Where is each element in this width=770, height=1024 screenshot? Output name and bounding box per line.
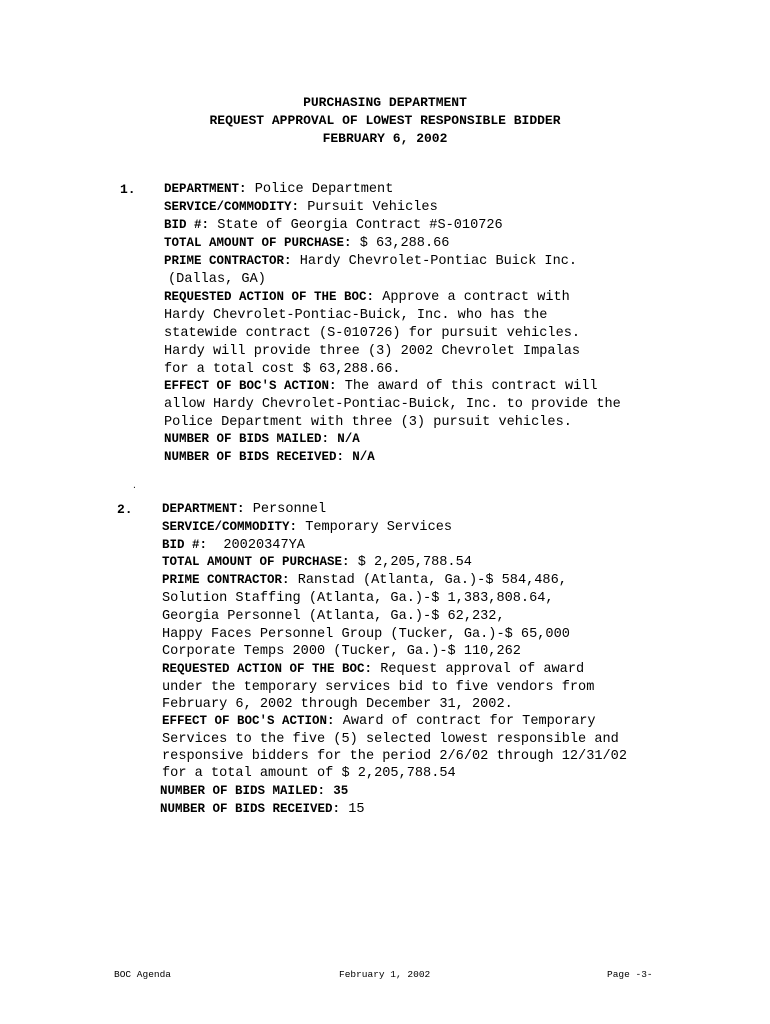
total-label: TOTAL AMOUNT OF PURCHASE: — [162, 555, 350, 569]
received-label: NUMBER OF BIDS RECEIVED: — [164, 450, 345, 464]
item-2-effect — [162, 713, 596, 730]
item-2-effect-line: responsive bidders for the period 2/6/02 through 12/31/02 — [162, 749, 627, 764]
item-2-requested-line: February 6, 2002 through December 31, 2002. — [162, 697, 513, 712]
bid-value: 20020347YA — [223, 538, 305, 553]
requested-value: Request approval of award — [380, 662, 585, 677]
title-date: FEBRUARY 6, 2002 — [322, 131, 448, 146]
item-1-effect-line: allow Hardy Chevrolet-Pontiac-Buick, Inc. to provide the — [164, 397, 621, 412]
requested-label: REQUESTED ACTION OF THE BOC: — [162, 662, 373, 676]
mailed-value: 35 — [333, 784, 349, 798]
mailed-label: NUMBER OF BIDS MAILED: — [160, 784, 326, 798]
title-department: PURCHASING DEPARTMENT — [303, 95, 467, 110]
item-1-requested-line: Hardy Chevrolet-Pontiac-Buick, Inc. who has the — [164, 308, 548, 323]
item-2-total — [162, 554, 472, 571]
item-1-mailed — [164, 431, 360, 448]
footer-page: Page -3- — [607, 969, 653, 980]
item-1-requested-line: for a total cost $ 63,288.66. — [164, 362, 401, 377]
item-2-service — [162, 519, 452, 536]
received-value: N/A — [352, 450, 375, 464]
item-1-number: 1. — [120, 182, 136, 197]
department-value: Police Department — [254, 182, 394, 197]
item-1-received — [164, 449, 375, 466]
received-label: NUMBER OF BIDS RECEIVED: — [160, 802, 341, 816]
item-1-effect — [164, 378, 598, 395]
title-request: REQUEST APPROVAL OF LOWEST RESPONSIBLE BIDDER — [209, 113, 561, 128]
footer-agenda: BOC Agenda — [114, 969, 172, 980]
item-2-prime-line: Georgia Personnel (Atlanta, Ga.)-$ 62,232, — [162, 609, 505, 624]
total-value: $ 2,205,788.54 — [357, 555, 472, 570]
footer-date: February 1, 2002 — [339, 969, 431, 980]
item-2-prime-line: Happy Faces Personnel Group (Tucker, Ga.)-$ 65,000 — [162, 627, 570, 642]
department-label: DEPARTMENT: — [162, 502, 245, 516]
effect-value: The award of this contract will — [344, 379, 598, 394]
bid-label: BID #: — [164, 218, 210, 232]
item-1-bid — [164, 217, 503, 234]
item-2-prime-line: Solution Staffing (Atlanta, Ga.)-$ 1,383,808.64, — [162, 591, 554, 606]
item-2-number: 2. — [117, 502, 133, 517]
total-label: TOTAL AMOUNT OF PURCHASE: — [164, 236, 352, 250]
item-1-effect-line: Police Department with three (3) pursuit vehicles. — [164, 415, 572, 430]
effect-value: Award of contract for Temporary — [342, 714, 596, 729]
bid-value: State of Georgia Contract #S-010726 — [217, 218, 503, 233]
department-label: DEPARTMENT: — [164, 182, 247, 196]
mailed-value: N/A — [337, 432, 360, 446]
item-1-requested — [164, 289, 570, 306]
item-2-requested — [162, 661, 584, 678]
item-1-prime-cont: (Dallas, GA) — [168, 272, 266, 287]
item-1-service — [164, 199, 438, 216]
prime-value: Hardy Chevrolet-Pontiac Buick Inc. — [299, 254, 578, 269]
stray-dot: . — [132, 482, 137, 491]
item-1-total — [164, 235, 449, 252]
total-value: $ 63,288.66 — [359, 236, 450, 251]
item-2-prime-line: Corporate Temps 2000 (Tucker, Ga.)-$ 110,262 — [162, 644, 521, 659]
effect-label: EFFECT OF BOC'S ACTION: — [164, 379, 337, 393]
bid-label: BID #: — [162, 538, 208, 552]
effect-label: EFFECT OF BOC'S ACTION: — [162, 714, 335, 728]
service-value: Temporary Services — [305, 520, 453, 535]
item-2-effect-line: Services to the five (5) selected lowest responsible and — [162, 732, 619, 747]
item-1-department — [164, 181, 393, 198]
item-2-requested-line: under the temporary services bid to five vendors from — [162, 680, 595, 695]
received-value: 15 — [348, 802, 365, 817]
item-2-received — [160, 801, 365, 818]
item-2-mailed — [160, 783, 348, 800]
department-value: Personnel — [252, 502, 327, 517]
item-1-requested-line: Hardy will provide three (3) 2002 Chevrolet Impalas — [164, 344, 581, 359]
item-2-effect-line: for a total amount of $ 2,205,788.54 — [162, 766, 456, 781]
item-2-department — [162, 501, 326, 518]
item-2-bid — [162, 537, 305, 554]
service-value: Pursuit Vehicles — [307, 200, 438, 215]
service-label: SERVICE/COMMODITY: — [162, 520, 298, 534]
prime-label: PRIME CONTRACTOR: — [162, 573, 290, 587]
prime-label: PRIME CONTRACTOR: — [164, 254, 292, 268]
prime-value: Ranstad (Atlanta, Ga.)-$ 584,486, — [297, 573, 567, 588]
requested-value: Approve a contract with — [382, 290, 570, 305]
item-2-prime — [162, 572, 567, 589]
service-label: SERVICE/COMMODITY: — [164, 200, 300, 214]
item-1-prime — [164, 253, 577, 270]
requested-label: REQUESTED ACTION OF THE BOC: — [164, 290, 375, 304]
item-1-requested-line: statewide contract (S-010726) for pursuit vehicles. — [164, 326, 581, 341]
mailed-label: NUMBER OF BIDS MAILED: — [164, 432, 330, 446]
